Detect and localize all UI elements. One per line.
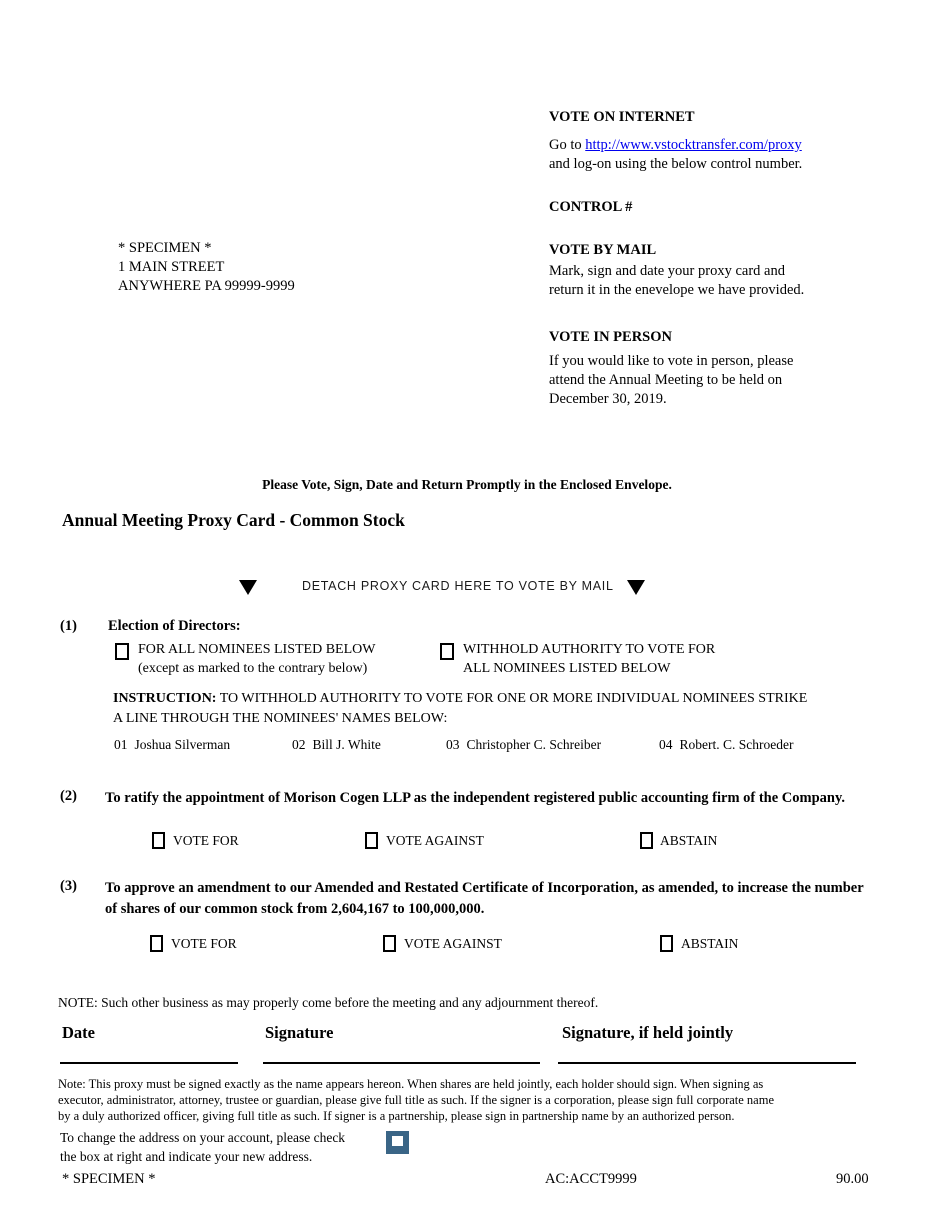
- vote-by-mail-line1: Mark, sign and date your proxy card and: [549, 263, 785, 279]
- nominee-1: [114, 737, 230, 753]
- vote-in-person-line1: If you would like to vote in person, please: [549, 353, 794, 369]
- nominee-4: [659, 737, 793, 753]
- vote-by-mail-heading: VOTE BY MAIL: [549, 242, 657, 258]
- proposal3-line1: To approve an amendment to our Amended and Restated Certificate of Incorporation, as amended, to increase the number: [105, 880, 864, 896]
- fine-print-line3: by a duly authorized officer, giving full title as such. If signer is a partnership, please sign in partnership name by an authorized person.: [58, 1109, 735, 1123]
- instruction-line2: A LINE THROUGH THE NOMINEES' NAMES BELOW:: [113, 711, 448, 726]
- address-change-checkbox-inner: [392, 1136, 403, 1146]
- nominee-2-name: Bill J. White: [312, 737, 381, 752]
- address-change-line2: the box at right and indicate your new address.: [60, 1149, 313, 1164]
- footer-specimen: * SPECIMEN *: [62, 1171, 156, 1187]
- proposal2-number: (2): [60, 788, 77, 804]
- control-number-heading: CONTROL #: [549, 199, 633, 215]
- p3-vote-for-checkbox[interactable]: [150, 935, 163, 952]
- for-all-nominees-label: FOR ALL NOMINEES LISTED BELOW: [138, 642, 376, 657]
- vote-on-internet-line1: [549, 136, 802, 155]
- footer-account: AC:ACCT9999: [545, 1171, 637, 1187]
- vote-by-mail-line2: return it in the enevelope we have provided.: [549, 282, 805, 298]
- p2-vote-for-label: VOTE FOR: [173, 833, 239, 848]
- fine-print: [58, 1076, 868, 1124]
- nominee-4-number: 04: [659, 737, 673, 752]
- p3-vote-against-checkbox[interactable]: [383, 935, 396, 952]
- proposal3-line2: of shares of our common stock from 2,604,167 to 100,000,000.: [105, 901, 485, 917]
- recipient-address: [118, 239, 295, 296]
- withhold-authority-label-line1: WITHHOLD AUTHORITY TO VOTE FOR: [463, 642, 716, 657]
- return-promptly-banner: Please Vote, Sign, Date and Return Promptly in the Enclosed Envelope.: [262, 477, 672, 492]
- date-signature-line[interactable]: [60, 1062, 238, 1064]
- nominee-3-number: 03: [446, 737, 460, 752]
- instruction-paragraph: [113, 689, 913, 729]
- address-change-line1: To change the address on your account, please check: [60, 1130, 346, 1145]
- nominee-3-name: Christopher C. Schreiber: [466, 737, 602, 752]
- p2-vote-against-label: VOTE AGAINST: [386, 833, 484, 848]
- instruction-text: TO WITHHOLD AUTHORITY TO VOTE FOR ONE OR MORE INDIVIDUAL NOMINEES STRIKE: [216, 691, 808, 706]
- address-change-text: [60, 1128, 345, 1166]
- date-label: Date: [62, 1023, 95, 1042]
- joint-signature-line[interactable]: [558, 1062, 856, 1064]
- nominee-3: [446, 737, 601, 753]
- signature-line[interactable]: [263, 1062, 540, 1064]
- recipient-name: * SPECIMEN *: [118, 240, 212, 256]
- proposal3-number: (3): [60, 878, 77, 894]
- go-to-prefix: Go to: [549, 137, 586, 153]
- proxy-vote-link[interactable]: http://www.vstocktransfer.com/proxy: [585, 137, 802, 153]
- recipient-city: ANYWHERE PA 99999-9999: [118, 278, 295, 294]
- nominee-2: [292, 737, 381, 753]
- withhold-authority-checkbox[interactable]: [440, 643, 454, 660]
- address-change-checkbox[interactable]: [386, 1131, 409, 1154]
- recipient-street: 1 MAIN STREET: [118, 259, 225, 275]
- instruction-label: INSTRUCTION:: [113, 691, 217, 706]
- p2-abstain-label: ABSTAIN: [660, 833, 718, 848]
- withhold-authority-label-line2: ALL NOMINEES LISTED BELOW: [463, 661, 671, 676]
- for-all-nominees-checkbox[interactable]: [115, 643, 129, 660]
- p3-abstain-label: ABSTAIN: [681, 936, 739, 951]
- p2-vote-against-checkbox[interactable]: [365, 832, 378, 849]
- proposal1-number: (1): [60, 618, 77, 634]
- nominee-4-name: Robert. C. Schroeder: [679, 737, 794, 752]
- proposal1-title: Election of Directors:: [108, 618, 241, 634]
- detach-arrow-right-icon: [627, 580, 645, 595]
- detach-instruction: DETACH PROXY CARD HERE TO VOTE BY MAIL: [302, 579, 614, 593]
- fine-print-line1: Note: This proxy must be signed exactly as the name appears hereon. When shares are held jointly, each holder should sign. When signing as: [58, 1077, 764, 1091]
- vote-on-internet-line2: and log-on using the below control number.: [549, 156, 803, 172]
- signature-label: Signature: [265, 1023, 334, 1042]
- other-business-note: NOTE: Such other business as may properly come before the meeting and any adjournment thereof.: [58, 995, 599, 1010]
- proposal2-text: To ratify the appointment of Morison Cogen LLP as the independent registered public accounting firm of the Company.: [105, 790, 846, 806]
- p3-vote-against-label: VOTE AGAINST: [404, 936, 502, 951]
- nominee-1-number: 01: [114, 737, 128, 752]
- footer-amount: 90.00: [836, 1171, 869, 1187]
- vote-on-internet-heading: VOTE ON INTERNET: [549, 109, 695, 125]
- p2-vote-for-checkbox[interactable]: [152, 832, 165, 849]
- p2-abstain-checkbox[interactable]: [640, 832, 653, 849]
- fine-print-line2: executor, administrator, attorney, trustee or guardian, please give full title as such. If the signer is a corporation, please sign full corporate name: [58, 1093, 774, 1107]
- vote-in-person-heading: VOTE IN PERSON: [549, 329, 672, 345]
- p3-abstain-checkbox[interactable]: [660, 935, 673, 952]
- nominee-2-number: 02: [292, 737, 306, 752]
- card-title: Annual Meeting Proxy Card - Common Stock: [62, 510, 405, 530]
- signature-joint-label: Signature, if held jointly: [562, 1023, 734, 1042]
- for-all-nominees-sublabel: (except as marked to the contrary below): [138, 661, 368, 676]
- nominee-1-name: Joshua Silverman: [134, 737, 231, 752]
- vote-in-person-line3: December 30, 2019.: [549, 391, 667, 407]
- detach-arrow-left-icon: [239, 580, 257, 595]
- vote-in-person-line2: attend the Annual Meeting to be held on: [549, 372, 783, 388]
- p3-vote-for-label: VOTE FOR: [171, 936, 237, 951]
- proposal3-text: [105, 878, 920, 920]
